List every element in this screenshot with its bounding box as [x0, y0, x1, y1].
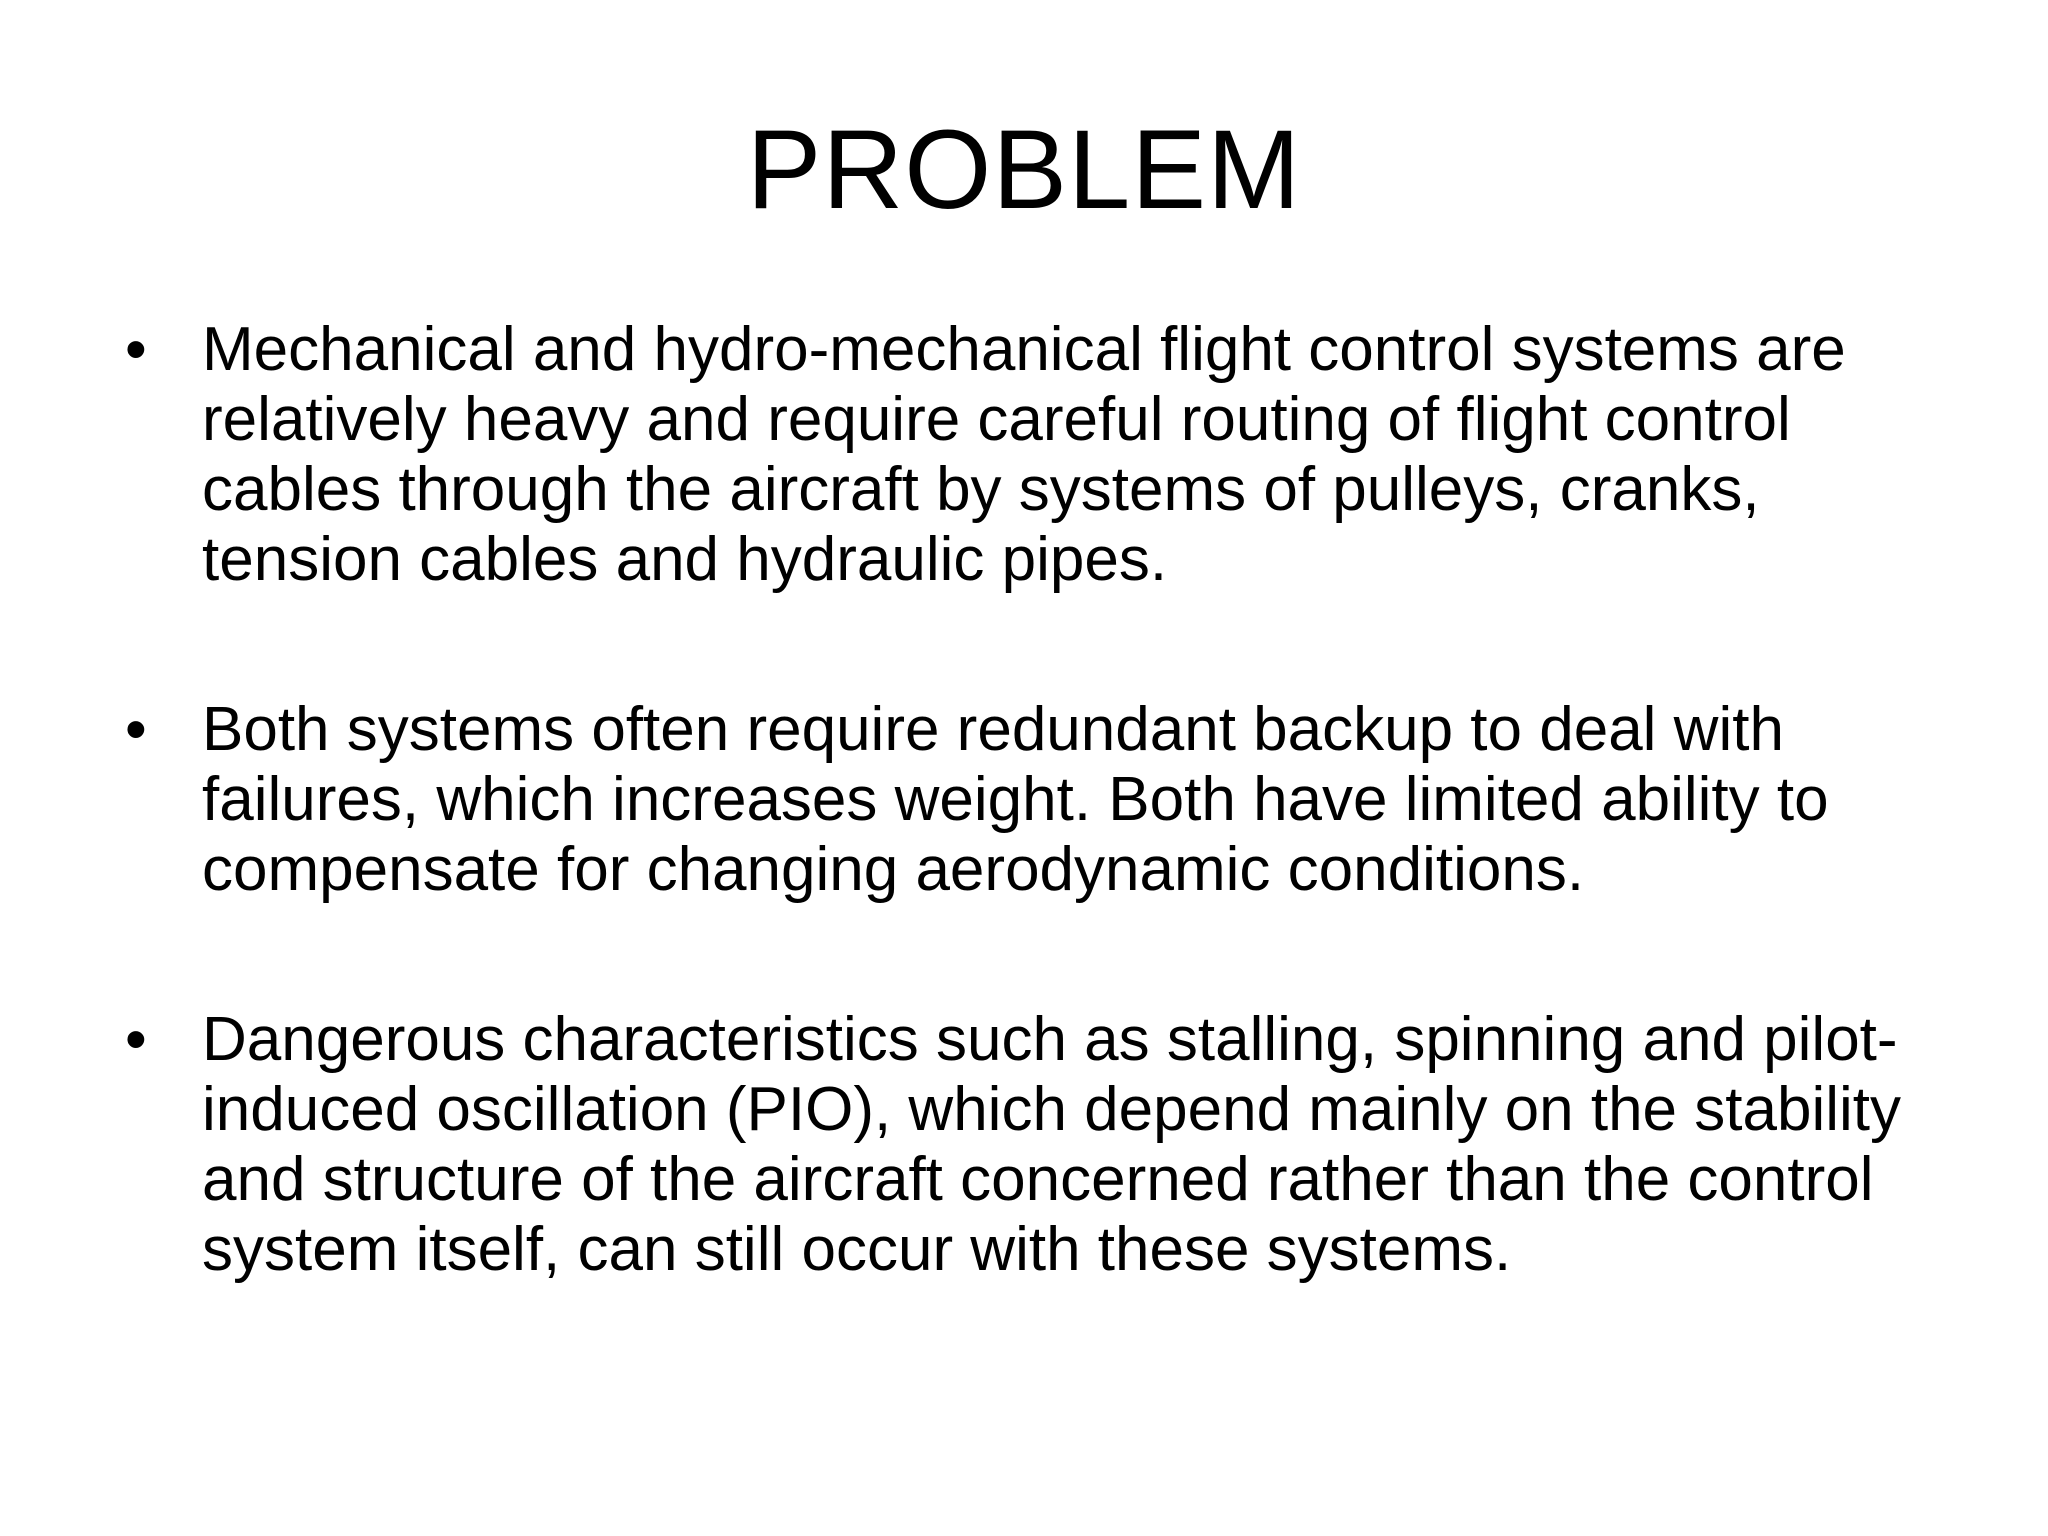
bullet-item-redundant-backup [125, 695, 1945, 905]
bullet-item-dangerous-characteristics [125, 1005, 1945, 1285]
bullet-text: Mechanical and hydro-mechanical flight control systems are relatively heavy and require careful routing of flight control cables through the aircraft by systems of pulleys, cranks, tension cables and hydraulic pipes. [202, 315, 1846, 594]
bullet-text: Dangerous characteristics such as stalling, spinning and pilot-induced oscillation (PIO), which depend mainly on the stability and structure of the aircraft concerned rather than the control system itself, can still occur with these systems. [202, 1005, 1902, 1284]
bullet-text: Both systems often require redundant backup to deal with failures, which increases weight. Both have limited ability to compensate for changing aerodynamic conditions. [202, 695, 1829, 904]
bullet-dot-icon: • [125, 1005, 147, 1074]
bullet-list [125, 315, 1945, 1385]
bullet-dot-icon: • [125, 695, 147, 764]
bullet-item-mechanical-systems [125, 315, 1945, 595]
slide-title: PROBLEM [746, 107, 1302, 232]
bullet-dot-icon: • [125, 315, 147, 384]
